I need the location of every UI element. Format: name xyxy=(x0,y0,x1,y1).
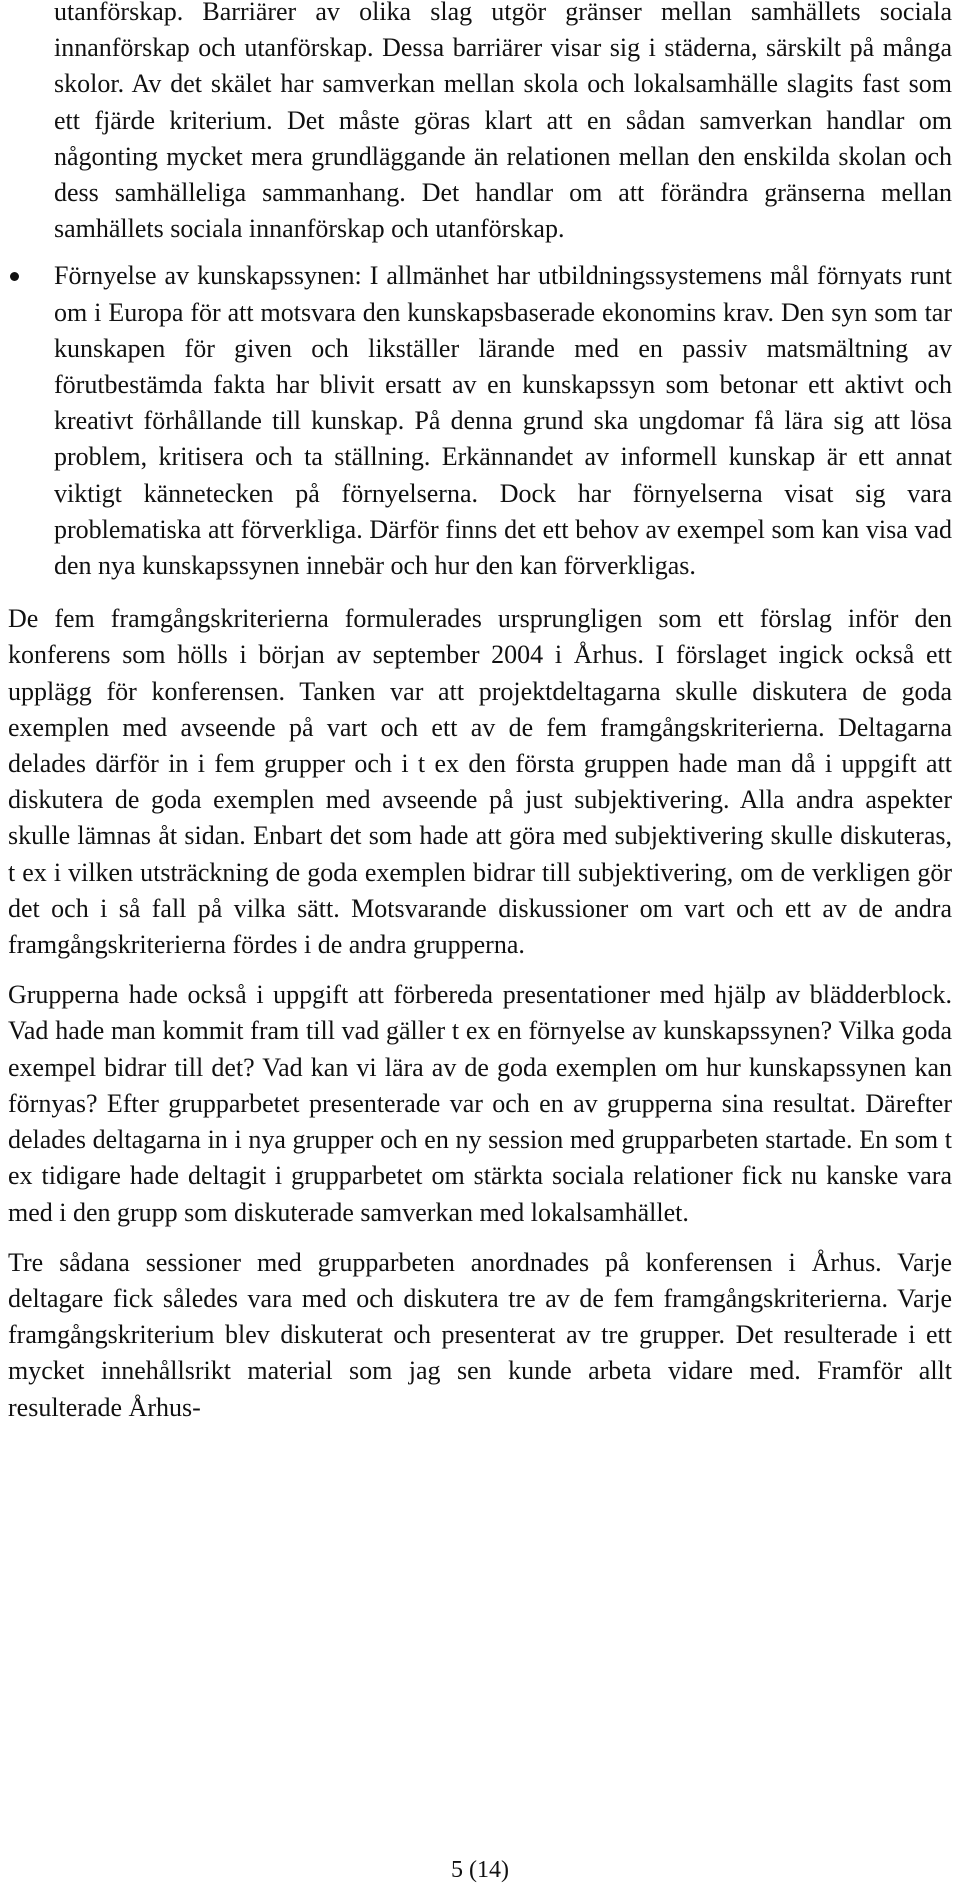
continued-bullet-text: utanförskap. Barriärer av olika slag utgör gränser mellan samhällets sociala innanförskap och utanförskap. Dessa barriärer visar sig i städerna, särskilt på många skolor. Av det skälet har samverkan mellan skola och lokalsamhälle slagits fast som ett fjärde kriterium. Det måste göras klart att en sådan samverkan handlar om någonting mycket mera grundläggande än relationen mellan den enskilda skolan och dess samhälleliga sammanhang. Det handlar om att förändra gränserna mellan samhällets sociala innanförskap och utanförskap. xyxy=(54,0,952,244)
page-number: 5 (14) xyxy=(451,1857,509,1883)
body-paragraph: Grupperna hade också i uppgift att förbereda presentationer med hjälp av blädderblock. Vad hade man kommit fram till vad gäller t ex en förnyelse av kunskapssynen? Vilka goda exempel bidrar till det? Vad kan vi lära av de goda exemplen om hur kunskapssynen kan förnyas? Efter grupparbetet presenterade var och en av grupperna sina resultat. Därefter delades deltagarna in i nya grupper och en ny session med grupparbeten startade. En som t ex tidigare hade deltagit i grupparbetet om stärkta sociala relationer fick nu kanske vara med i den grupp som diskuterade samverkan med lokalsamhället. xyxy=(8,980,952,1227)
body-paragraph: Tre sådana sessioner med grupparbeten anordnades på konferensen i Århus. Varje deltagare fick således vara med och diskutera tre av de fem framgångskriterierna. Varje framgångskriterium blev diskuterat och presenterat av tre grupper. Det resulterade i ett mycket innehållsrikt material som jag sen kunde arbeta vidare med. Framför allt resulterade Århus- xyxy=(8,1247,952,1422)
bullet-list-item xyxy=(54,258,952,584)
bullet-marker xyxy=(10,272,19,281)
document-page xyxy=(8,0,952,1426)
bullet-item-text: Förnyelse av kunskapssynen: I allmänhet har utbildningssystemens mål förnyats runt om i Europa för att motsvara den kunskapsbaserade ekonomins krav. Den syn som tar kunskapen för given och likställer lärande med en passiv matsmältning av förutbestämda fakta har blivit ersatt av en kunskapssyn som betonar ett aktivt och kreativt förhållande till kunskap. På denna grund ska ungdomar få lära sig att lösa problem, kritisera och ta ställning. Erkännandet av informell kunskap är ett annat viktigt kännetecken på förnyelserna. Dock har förnyelserna visat sig vara problematiska att förverkliga. Därför finns det ett behov av exempel som kan visa vad den nya kunskapssynen innebär och hur den kan förverkligas. xyxy=(54,261,952,581)
body-paragraph: De fem framgångskriterierna formulerades ursprungligen som ett förslag inför den konferens som hölls i början av september 2004 i Århus. I förslaget ingick också ett upplägg för konferensen. Tanken var att projektdeltagarna skulle diskutera de goda exemplen med avseende på vart och ett av de fem framgångskriterierna. Deltagarna delades därför in i fem grupper och i t ex den första gruppen hade man då i uppgift att diskutera de goda exemplen med avseende på just subjektivering. Alla andra aspekter skulle lämnas åt sidan. Enbart det som hade att göra med subjektivering skulle diskuteras, t ex i vilken utsträckning de goda exemplen bidrar till subjektivering, om de verkligen gör det och i så fall på vilka sätt. Motsvarande diskussioner om vart och ett av de andra framgångskriterierna fördes i de andra grupperna. xyxy=(8,604,952,960)
